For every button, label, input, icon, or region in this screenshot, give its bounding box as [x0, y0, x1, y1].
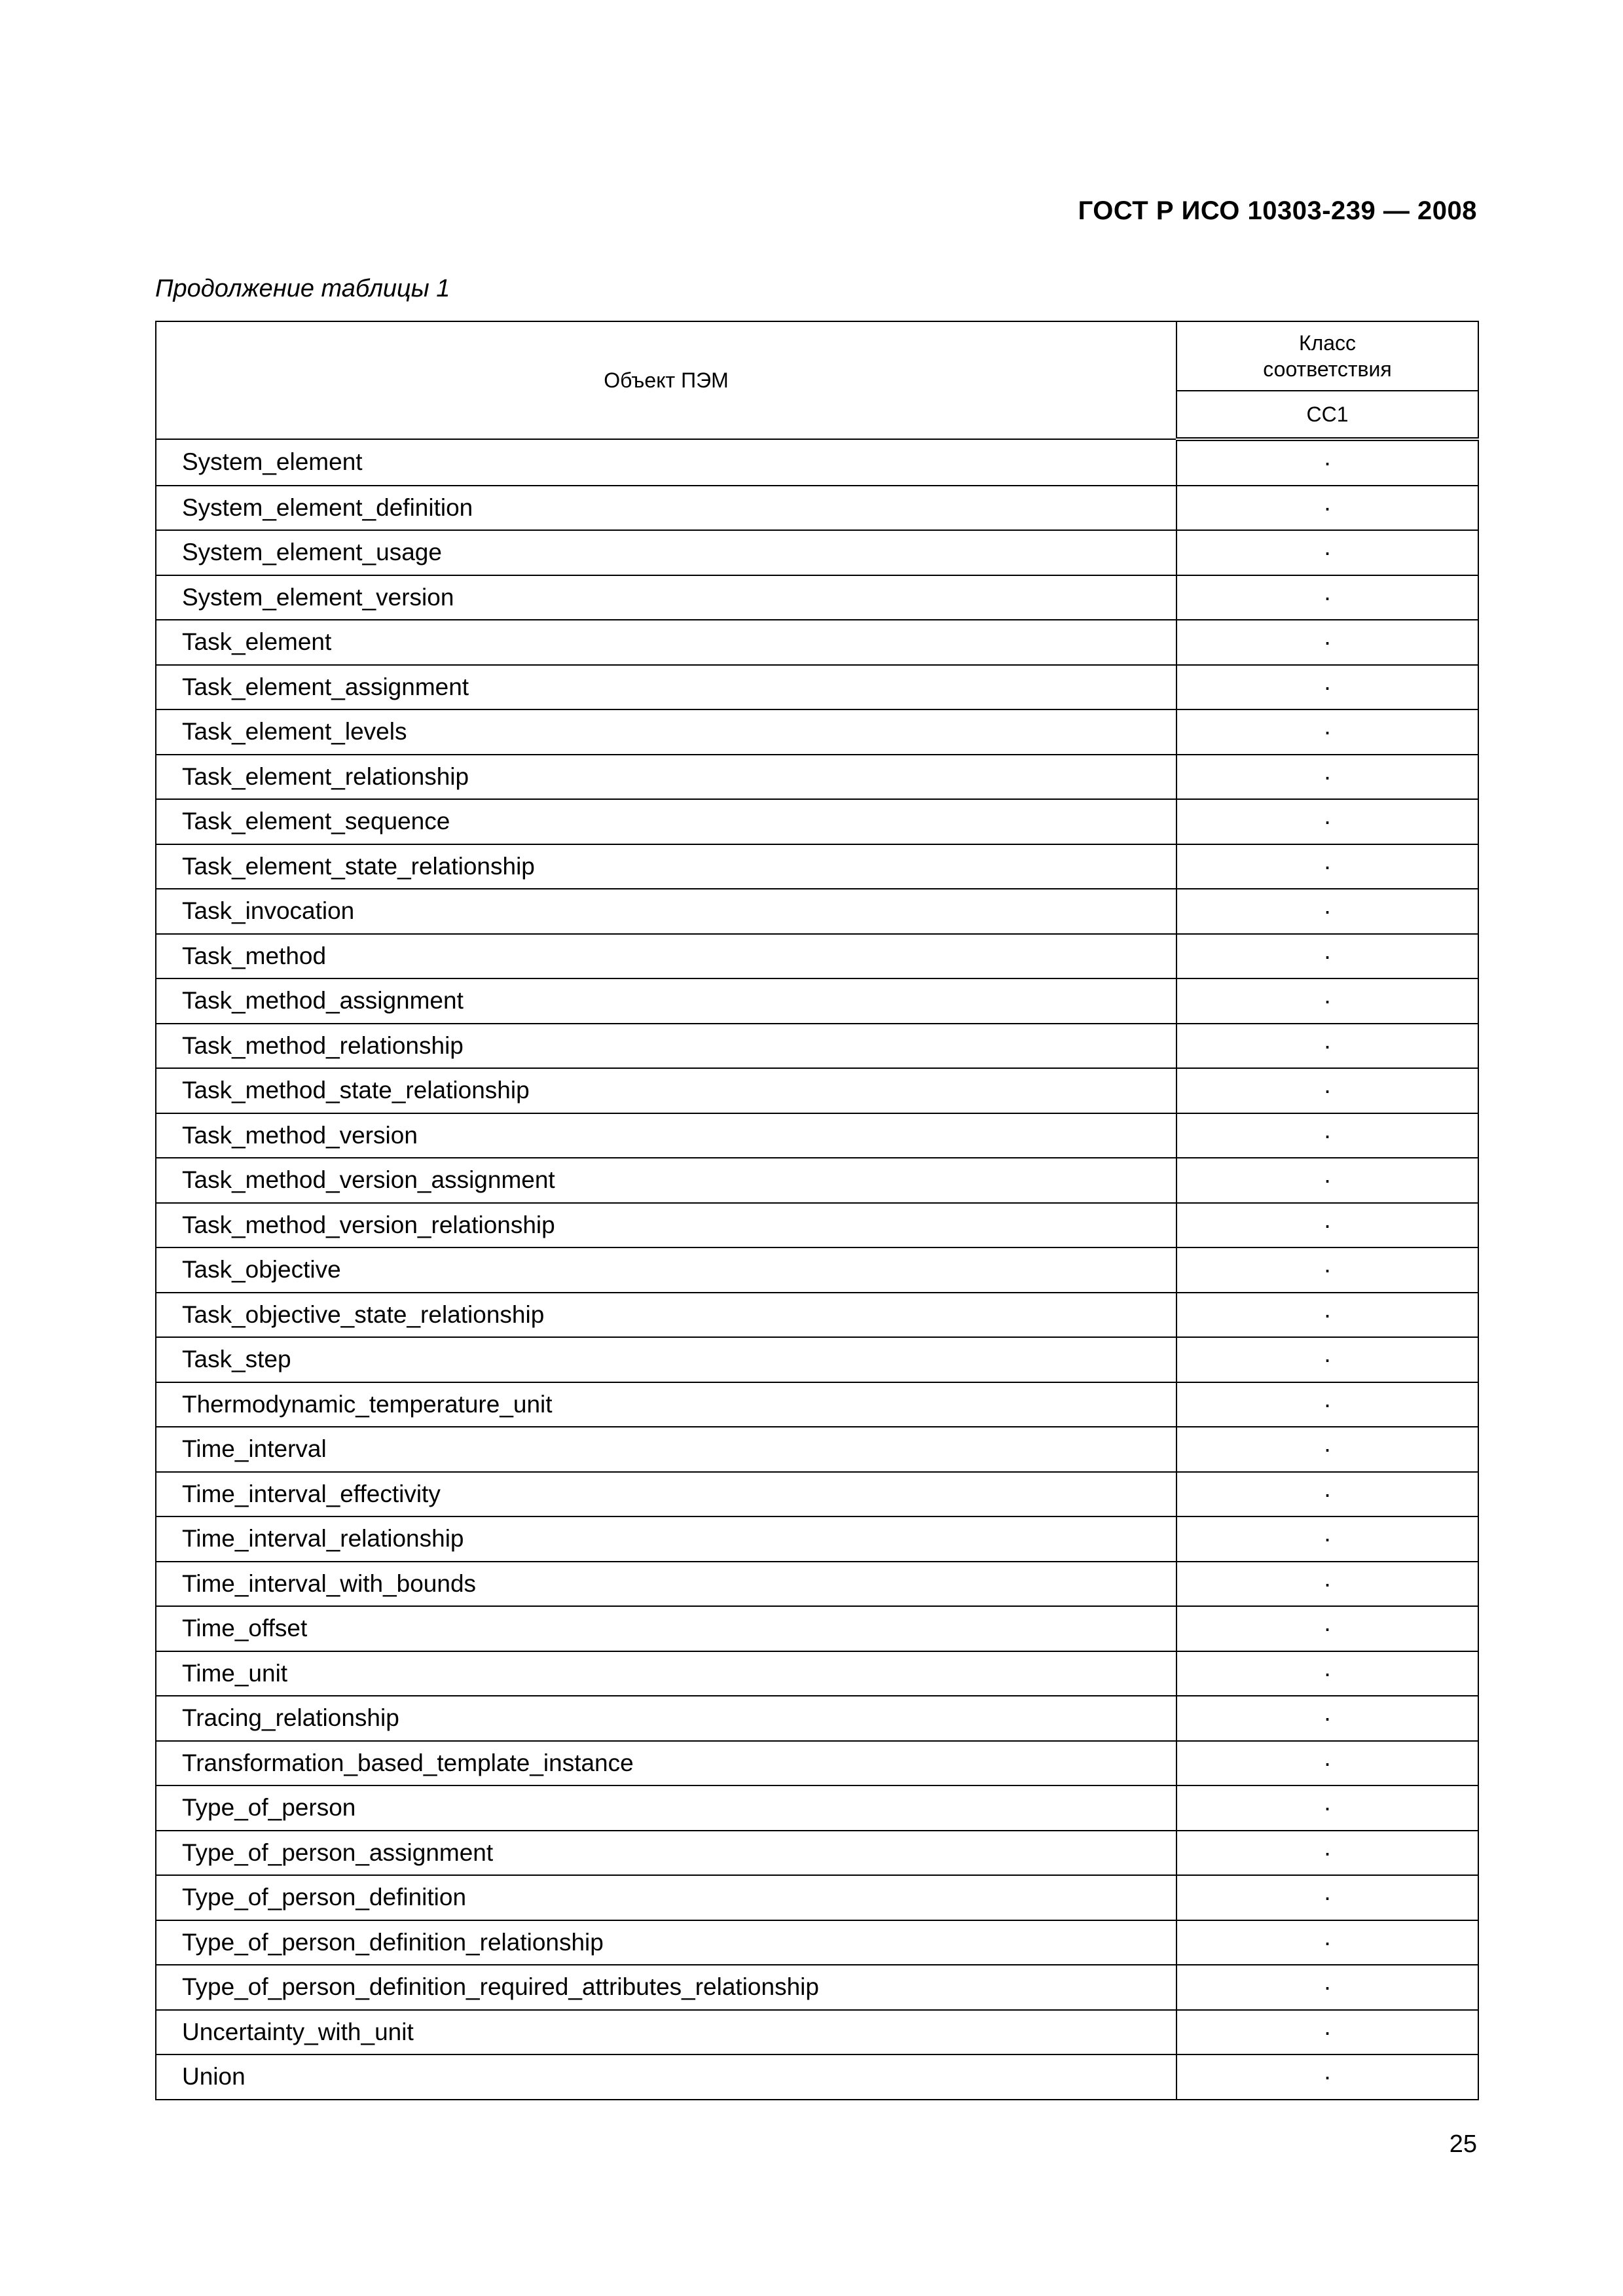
entity-name-cell: Task_method_state_relationship: [156, 1068, 1176, 1113]
table-caption: Продолжение таблицы 1: [155, 275, 450, 302]
cc1-mark-cell: ·: [1176, 665, 1478, 710]
column-header-object: Объект ПЭМ: [156, 321, 1176, 439]
cc1-mark-cell: ·: [1176, 439, 1478, 486]
table-row: [156, 665, 1478, 710]
cc1-mark-cell: ·: [1176, 1831, 1478, 1876]
entity-name-cell: Task_invocation: [156, 889, 1176, 934]
page-number: 25: [1449, 2130, 1477, 2158]
table-row: [156, 1965, 1478, 2010]
table-row: [156, 934, 1478, 979]
cc1-mark-cell: ·: [1176, 1382, 1478, 1427]
cc1-mark-cell: ·: [1176, 889, 1478, 934]
table-row: [156, 2010, 1478, 2055]
table-row: [156, 575, 1478, 620]
cc1-mark-cell: ·: [1176, 575, 1478, 620]
table-row: [156, 486, 1478, 531]
table-row: [156, 709, 1478, 755]
cc1-mark-cell: ·: [1176, 1472, 1478, 1517]
entity-name-cell: Task_objective_state_relationship: [156, 1293, 1176, 1338]
entity-name-cell: Type_of_person_assignment: [156, 1831, 1176, 1876]
entity-name-cell: Time_interval_effectivity: [156, 1472, 1176, 1517]
cc1-mark-cell: ·: [1176, 1875, 1478, 1920]
table-row: [156, 620, 1478, 665]
column-header-class-line1: Класс: [1298, 331, 1357, 355]
table-row: [156, 439, 1478, 486]
entity-name-cell: System_element_version: [156, 575, 1176, 620]
table-row: [156, 1696, 1478, 1741]
cc1-mark-cell: ·: [1176, 799, 1478, 844]
table-row: [156, 799, 1478, 844]
entity-name-cell: Union: [156, 2054, 1176, 2100]
table-row: [156, 1651, 1478, 1696]
table-row: [156, 2054, 1478, 2100]
cc1-mark-cell: ·: [1176, 486, 1478, 531]
cc1-mark-cell: ·: [1176, 1203, 1478, 1248]
table-row: [156, 1337, 1478, 1382]
entity-name-cell: Type_of_person_definition: [156, 1875, 1176, 1920]
entity-name-cell: Uncertainty_with_unit: [156, 2010, 1176, 2055]
table-row: [156, 1472, 1478, 1517]
cc1-mark-cell: ·: [1176, 1562, 1478, 1607]
table-row: [156, 1113, 1478, 1158]
table-row: [156, 1562, 1478, 1607]
table-body: [156, 439, 1478, 2100]
table-row: [156, 1247, 1478, 1293]
cc1-mark-cell: ·: [1176, 709, 1478, 755]
entity-name-cell: Thermodynamic_temperature_unit: [156, 1382, 1176, 1427]
entity-name-cell: Task_method: [156, 934, 1176, 979]
entity-name-cell: Time_offset: [156, 1606, 1176, 1651]
column-header-conformance-class: [1176, 321, 1478, 391]
cc1-mark-cell: ·: [1176, 2010, 1478, 2055]
entity-name-cell: Task_element_levels: [156, 709, 1176, 755]
table-row: [156, 1427, 1478, 1472]
cc1-mark-cell: ·: [1176, 1427, 1478, 1472]
table-row: [156, 1920, 1478, 1965]
conformance-table: [155, 321, 1479, 2100]
entity-name-cell: Time_interval: [156, 1427, 1176, 1472]
entity-name-cell: Tracing_relationship: [156, 1696, 1176, 1741]
cc1-mark-cell: ·: [1176, 1696, 1478, 1741]
table-row: [156, 889, 1478, 934]
entity-name-cell: Task_element_assignment: [156, 665, 1176, 710]
entity-name-cell: Task_objective: [156, 1247, 1176, 1293]
cc1-mark-cell: ·: [1176, 2054, 1478, 2100]
table-row: [156, 755, 1478, 800]
entity-name-cell: Type_of_person_definition_relationship: [156, 1920, 1176, 1965]
cc1-mark-cell: ·: [1176, 530, 1478, 575]
cc1-mark-cell: ·: [1176, 1337, 1478, 1382]
cc1-mark-cell: ·: [1176, 1158, 1478, 1203]
table-row: [156, 1024, 1478, 1069]
table-row: [156, 1203, 1478, 1248]
table-row: [156, 978, 1478, 1024]
entity-name-cell: Task_element: [156, 620, 1176, 665]
table-row: [156, 1831, 1478, 1876]
table-row: [156, 1875, 1478, 1920]
entity-name-cell: Task_method_version: [156, 1113, 1176, 1158]
cc1-mark-cell: ·: [1176, 1293, 1478, 1338]
entity-name-cell: Transformation_based_template_instance: [156, 1741, 1176, 1786]
standard-code: ГОСТ Р ИСО 10303-239 — 2008: [1078, 196, 1477, 225]
table-row: [156, 1606, 1478, 1651]
table-row: [156, 1293, 1478, 1338]
entity-name-cell: Task_method_version_relationship: [156, 1203, 1176, 1248]
entity-name-cell: Task_element_state_relationship: [156, 844, 1176, 889]
table-row: [156, 1158, 1478, 1203]
cc1-mark-cell: ·: [1176, 755, 1478, 800]
cc1-mark-cell: ·: [1176, 620, 1478, 665]
entity-name-cell: Time_interval_with_bounds: [156, 1562, 1176, 1607]
table-row: [156, 1068, 1478, 1113]
table-row: [156, 1785, 1478, 1831]
entity-name-cell: System_element_usage: [156, 530, 1176, 575]
entity-name-cell: Task_element_relationship: [156, 755, 1176, 800]
cc1-mark-cell: ·: [1176, 1113, 1478, 1158]
entity-name-cell: Task_method_relationship: [156, 1024, 1176, 1069]
cc1-mark-cell: ·: [1176, 844, 1478, 889]
column-header-class-line2: соответствия: [1263, 357, 1392, 381]
cc1-mark-cell: ·: [1176, 1741, 1478, 1786]
table-row: [156, 844, 1478, 889]
entity-name-cell: Type_of_person: [156, 1785, 1176, 1831]
cc1-mark-cell: ·: [1176, 1606, 1478, 1651]
cc1-mark-cell: ·: [1176, 1651, 1478, 1696]
table-row: [156, 1516, 1478, 1562]
entity-name-cell: Task_element_sequence: [156, 799, 1176, 844]
entity-name-cell: System_element: [156, 439, 1176, 486]
cc1-mark-cell: ·: [1176, 1965, 1478, 2010]
cc1-mark-cell: ·: [1176, 1920, 1478, 1965]
cc1-mark-cell: ·: [1176, 1516, 1478, 1562]
entity-name-cell: Type_of_person_definition_required_attributes_relationship: [156, 1965, 1176, 2010]
cc1-mark-cell: ·: [1176, 934, 1478, 979]
table-row: [156, 1741, 1478, 1786]
cc1-mark-cell: ·: [1176, 1247, 1478, 1293]
table-header: [156, 321, 1478, 439]
entity-name-cell: Task_method_version_assignment: [156, 1158, 1176, 1203]
table-row: [156, 1382, 1478, 1427]
entity-name-cell: Time_interval_relationship: [156, 1516, 1176, 1562]
entity-name-cell: System_element_definition: [156, 486, 1176, 531]
cc1-mark-cell: ·: [1176, 1068, 1478, 1113]
cc1-mark-cell: ·: [1176, 1024, 1478, 1069]
cc1-mark-cell: ·: [1176, 1785, 1478, 1831]
entity-name-cell: Task_step: [156, 1337, 1176, 1382]
entity-name-cell: Task_method_assignment: [156, 978, 1176, 1024]
table-row: [156, 530, 1478, 575]
entity-name-cell: Time_unit: [156, 1651, 1176, 1696]
column-header-cc1: CC1: [1176, 391, 1478, 439]
cc1-mark-cell: ·: [1176, 978, 1478, 1024]
